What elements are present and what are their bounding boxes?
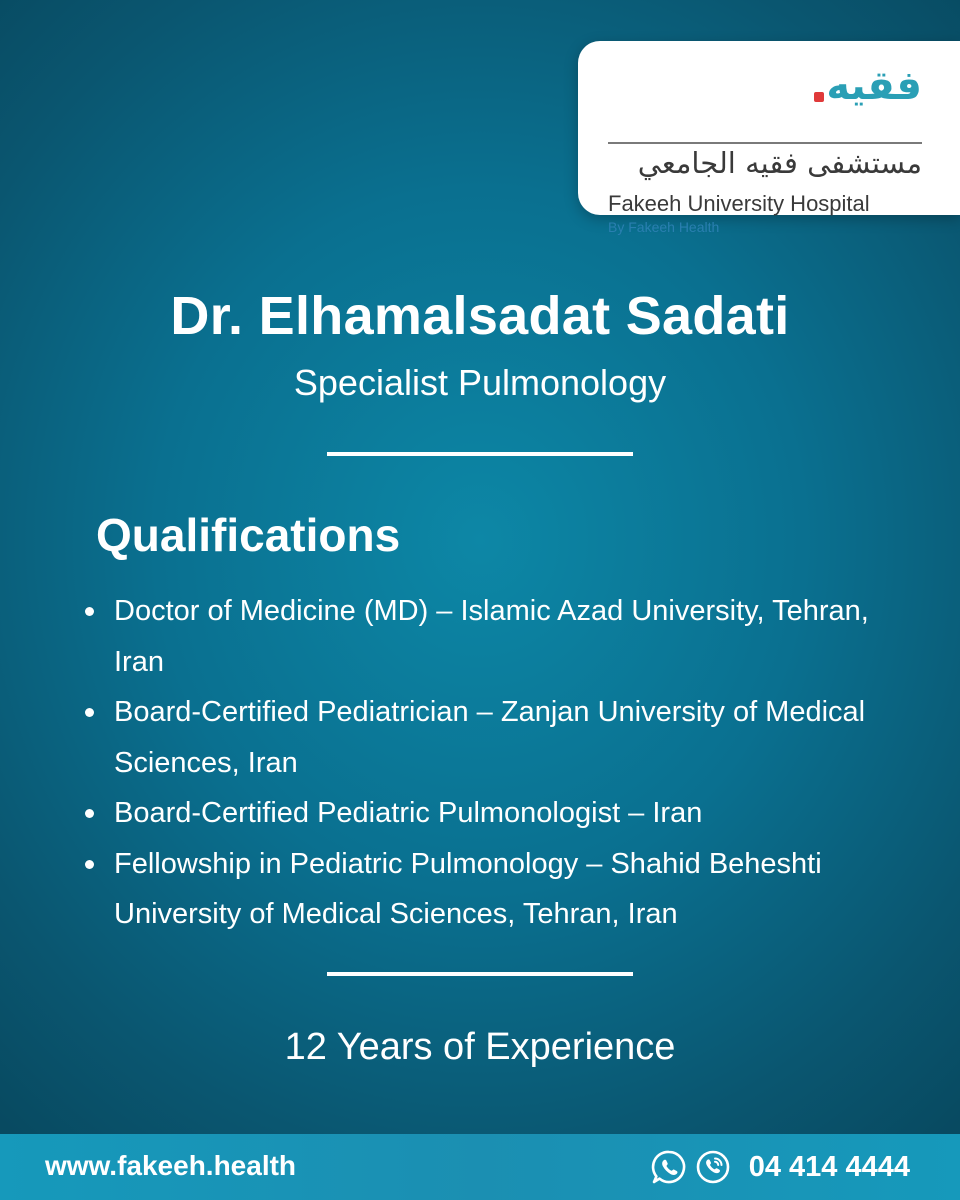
doctor-name: Dr. Elhamalsadat Sadati [170,286,790,346]
footer-bar [0,1134,960,1200]
logo-divider [608,142,922,144]
qualification-text: Doctor of Medicine (MD) – Islamic Azad University, Tehran, Iran [114,595,869,678]
hospital-logo [578,41,960,235]
qualification-item [85,839,915,940]
top-divider [327,452,633,456]
bottom-divider [327,972,633,976]
contact-info [651,1149,910,1185]
qualification-text: Board-Certified Pediatrician – Zanjan University of Medical Sciences, Iran [114,696,866,779]
qualifications-title: Qualifications [96,509,401,561]
bullet-icon [85,607,94,616]
qualification-item [85,788,915,839]
doctor-specialty: Specialist Pulmonology [293,362,667,403]
logo-english-name: Fakeeh University Hospital [608,191,870,216]
bullet-icon [85,860,94,869]
experience-text: 12 Years of Experience [284,1026,676,1068]
bullet-icon [85,809,94,818]
logo-arabic-mark: فقيه [826,63,922,109]
qualifications-list [85,586,915,940]
logo-mark [814,51,922,121]
website-link[interactable]: www.fakeeh.health [45,1150,297,1181]
bullet-icon [85,708,94,717]
phone-icon[interactable] [695,1149,731,1185]
qualification-item [85,687,915,788]
logo-arabic-name: مستشفى فقيه الجامعي [637,146,922,180]
phone-number[interactable]: 04 414 4444 [748,1150,910,1183]
qualification-text: Board-Certified Pediatric Pulmonologist – Iran [114,797,703,829]
logo-dot [814,92,824,102]
qualification-item [85,586,915,687]
whatsapp-icon[interactable] [651,1149,687,1185]
qualification-text: Fellowship in Pediatric Pulmonology – Shahid Beheshti University of Medical Sciences, Tehran, Iran [114,847,822,930]
logo-tagline: By Fakeeh Health [608,219,720,235]
